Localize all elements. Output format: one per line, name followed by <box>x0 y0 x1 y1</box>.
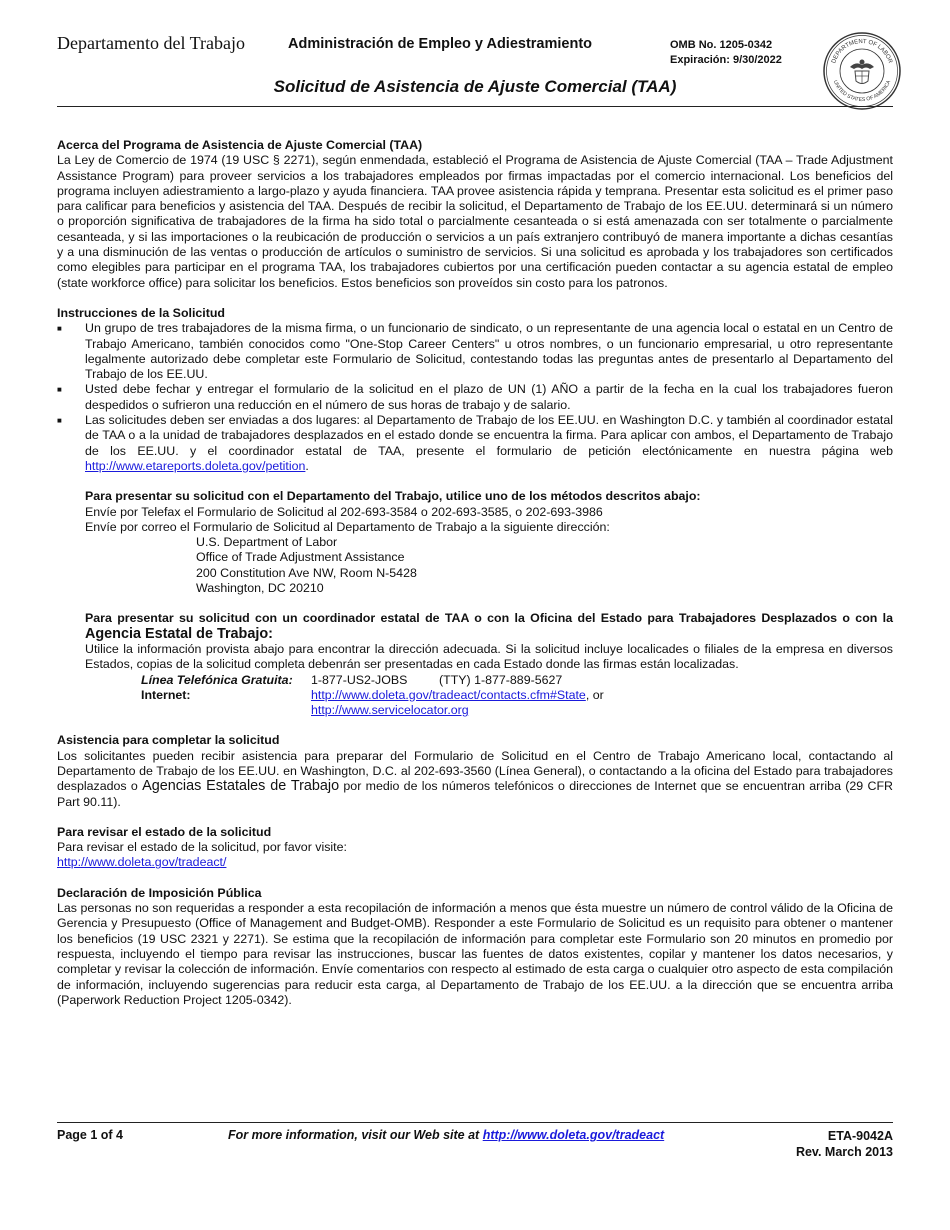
dol-submit-heading: Para presentar su solicitud con el Departamento del Trabajo, utilice uno de los métodos descritos abajo: <box>85 489 701 504</box>
state-submit-body: Utilice la información provista abajo para encontrar la dirección adecuada. Si la solicitud incluye localicades o filiales de la empresa en diversos Estados, copias de la solicitud completa debenrán ser presentadas en cada Estado donde las firmas están localizadas. <box>85 641 893 672</box>
dol-submit-section <box>57 489 893 596</box>
page-title: Solicitud de Asistencia de Ajuste Comercial (TAA) <box>273 77 677 96</box>
omb-number: OMB No. 1205-0342 <box>670 39 773 51</box>
tty-number: (TTY) 1-877-889-5627 <box>439 672 563 687</box>
phone-label: Línea Telefónica Gratuita: <box>141 672 293 687</box>
form-id <box>796 1128 893 1160</box>
about-body: La Ley de Comercio de 1974 (19 USC § 2271), según enmendada, estableció el Programa de Asistencia de Ajuste Comercial (TAA – Trade Adjustment Assistance Program) para proveer servicios a los trabajadores empleados por firmas impactadas por el comercio internacional. Los beneficios del programa incluyen adiestramiento a largo-plazo y ayuda financiera. TAA provee asistencia rápida y temprana. Presentar esta solicitud es el primer paso para calificar para beneficios y asistencia del TAA. Después de recibir la solicitud, el Departamento de Trabajo de los EE.UU. determinará si un número o proporción significativa de trabajadores de la firma ha sido total o parcialmente cesanteada o si está amenazada con ser totalmente o parcialmente cesanteada, y si las importaciones o la reubicación de producción o servicios a un país extranjero contribuyó de manera importante a dichas cesantías y a una disminución de las ventas o producción de artículos o suministro de servicios. Si una solicitud es aprobada y los trabajadores son certificados como elegibles para participar en el programa TAA, los trabajadores cubiertos por una certificación pueden contactar a su agencia estatal de empleo (state workforce office) para solicitar los beneficios. Estos beneficios son proveídos sin costo para los patronos. <box>57 153 893 290</box>
list-item: ■ Las solicitudes deben ser enviadas a dos lugares: al Departamento de Trabajo de los EE.UU. en Washington D.C. y también al coordinador estatal de TAA o a la unidad de trabajadores desplazados en el estado donde se encuentra la firma. Para aplicar con ambos, el Departamento de Trabajo de los EE.UU. y el coordinador estatal de TAA, presente el formulario de petición electónicamente en nuestra página web http://www.etareports.doleta.gov/petition. <box>57 413 893 473</box>
state-submit-heading: Para presentar su solicitud con un coordinador estatal de TAA o con la Oficina del Estado para Trabajadores Desplazados o con la Agencia Estatal de Trabajo: <box>85 611 893 642</box>
page-number: Page 1 of 4 <box>57 1128 123 1142</box>
form-revision: Rev. March 2013 <box>795 1145 893 1159</box>
review-body: Para revisar el estado de la solicitud, por favor visite: <box>57 840 347 855</box>
internet-label: Internet: <box>141 687 191 702</box>
review-heading: Para revisar el estado de la solicitud <box>57 824 272 839</box>
assistance-body: Los solicitantes pueden recibir asistencia para preparar del Formulario de Solicitud en el Centro de Trabajo Americano local, contactando al Departamento de Trabajo de los EE.UU. en Washington, D.C. al 202-693-3560 (Línea General), o contactando a la oficina del Estado para trabajadores desplazados o Agencias Estatales de Trabajo por medio de los números telefónicos o direcciones de Internet que se encuentran arriba (29 CFR Part 90.11). <box>57 748 893 809</box>
department-seal-icon <box>822 31 902 111</box>
department-name: Departamento del Trabajo <box>57 33 245 53</box>
about-heading: Acerca del Programa de Asistencia de Ajuste Comercial (TAA) <box>57 138 423 152</box>
footer-link[interactable]: http://www.doleta.gov/tradeact <box>482 1128 665 1142</box>
list-item: ■ Un grupo de tres trabajadores de la misma firma, o un funcionario de sindicato, o un representante de una agencia local o estatal en un Centro de Trabajo Americano, también conocidos como "One-Stop Career Centers" u otros nombres, o un funcionario empresarial, u otro representante legalmente autorizado debe completar este Formulario de Solicitud, contestando todas las preguntas antes de presentarlo al Departamento del Trabajo de los EE.UU. <box>57 321 893 382</box>
internet-row <box>85 688 893 719</box>
dol-address: U.S. Department of Labor Office of Trade Adjustment Assistance 200 Constitution Ave NW, Room N-5428 Washington, DC 20210 <box>196 535 417 596</box>
state-contacts-link[interactable]: http://www.doleta.gov/tradeact/contacts.cfm#State <box>311 687 586 702</box>
phone-row <box>85 673 893 688</box>
omb-block <box>670 38 782 68</box>
document-body <box>57 138 893 1008</box>
tradeact-link[interactable]: http://www.doleta.gov/tradeact/ <box>57 855 227 870</box>
dol-mail-text: Envíe por correo el Formulario de Solicitud al Departamento de Trabajo a la siguiente dirección: <box>85 519 610 534</box>
phone-number: 1-877-US2-JOBS <box>311 672 408 687</box>
instructions-list <box>57 321 893 474</box>
seal-top-text: DEPARTMENT OF LABOR <box>831 38 893 65</box>
expiration-date: Expiración: 9/30/2022 <box>670 54 782 66</box>
burden-body: Las personas no son requeridas a responder a esta recopilación de información a menos que ésta muestre un número de control válido de la Oficina de Gerencia y Presupuesto (Office of Management and Budget-OMB). Responder a este Formulario de Solicitud es un requisito para obtener o mantener los beneficios (19 USC 2321 y 2271). Se estima que la recopilación de información para completar este Formulario son 20 minutos en promedio por respuesta, incluyendo el tiempo para revisar las instrucciones, buscar las fuentes de datos existentes, copilar y mantener los datos necesarios, y completar y revisar la colección de información. Envíe comentarios con respecto al estimado de esta carga o cualquier otro aspecto de esta compilación de información, incluyendo sugerencias para reducir esta carga, al Departamento de Trabajo de los EE.UU. a la dirección que se encuentra arriba (Paperwork Reduction Project 1205-0342). <box>57 901 893 1007</box>
footer-info: For more information, visit our Web site at http://www.doleta.gov/tradeact <box>228 1128 665 1142</box>
burden-heading: Declaración de Imposición Pública <box>57 885 262 900</box>
header-divider <box>57 106 893 107</box>
dol-fax-text: Envíe por Telefax el Formulario de Solicitud al 202-693-3584 o 202-693-3585, o 202-693-3986 <box>85 504 603 519</box>
footer-divider <box>57 1122 893 1123</box>
instructions-heading: Instrucciones de la Solicitud <box>57 305 225 320</box>
assistance-heading: Asistencia para completar la solicitud <box>57 733 280 748</box>
seal-bottom-text: UNITED STATES OF AMERICA <box>831 79 893 104</box>
state-submit-section <box>57 611 893 718</box>
administration-name: Administración de Empleo y Adiestramiento <box>288 36 593 52</box>
internet-links: http://www.doleta.gov/tradeact/contacts.cfm#State, or http://www.servicelocator.org <box>311 687 604 718</box>
petition-link[interactable]: http://www.etareports.doleta.gov/petition <box>85 458 306 473</box>
list-item: ■ Usted debe fechar y entregar el formulario de la solicitud en el plazo de UN (1) AÑO a partir de la fecha en la cual los trabajadores fueron despedidos o sufrieron una reducción en el número de sus horas de trabajo y de salario. <box>57 382 893 412</box>
service-locator-link[interactable]: http://www.servicelocator.org <box>311 703 469 718</box>
form-number: ETA-9042A <box>827 1129 893 1143</box>
